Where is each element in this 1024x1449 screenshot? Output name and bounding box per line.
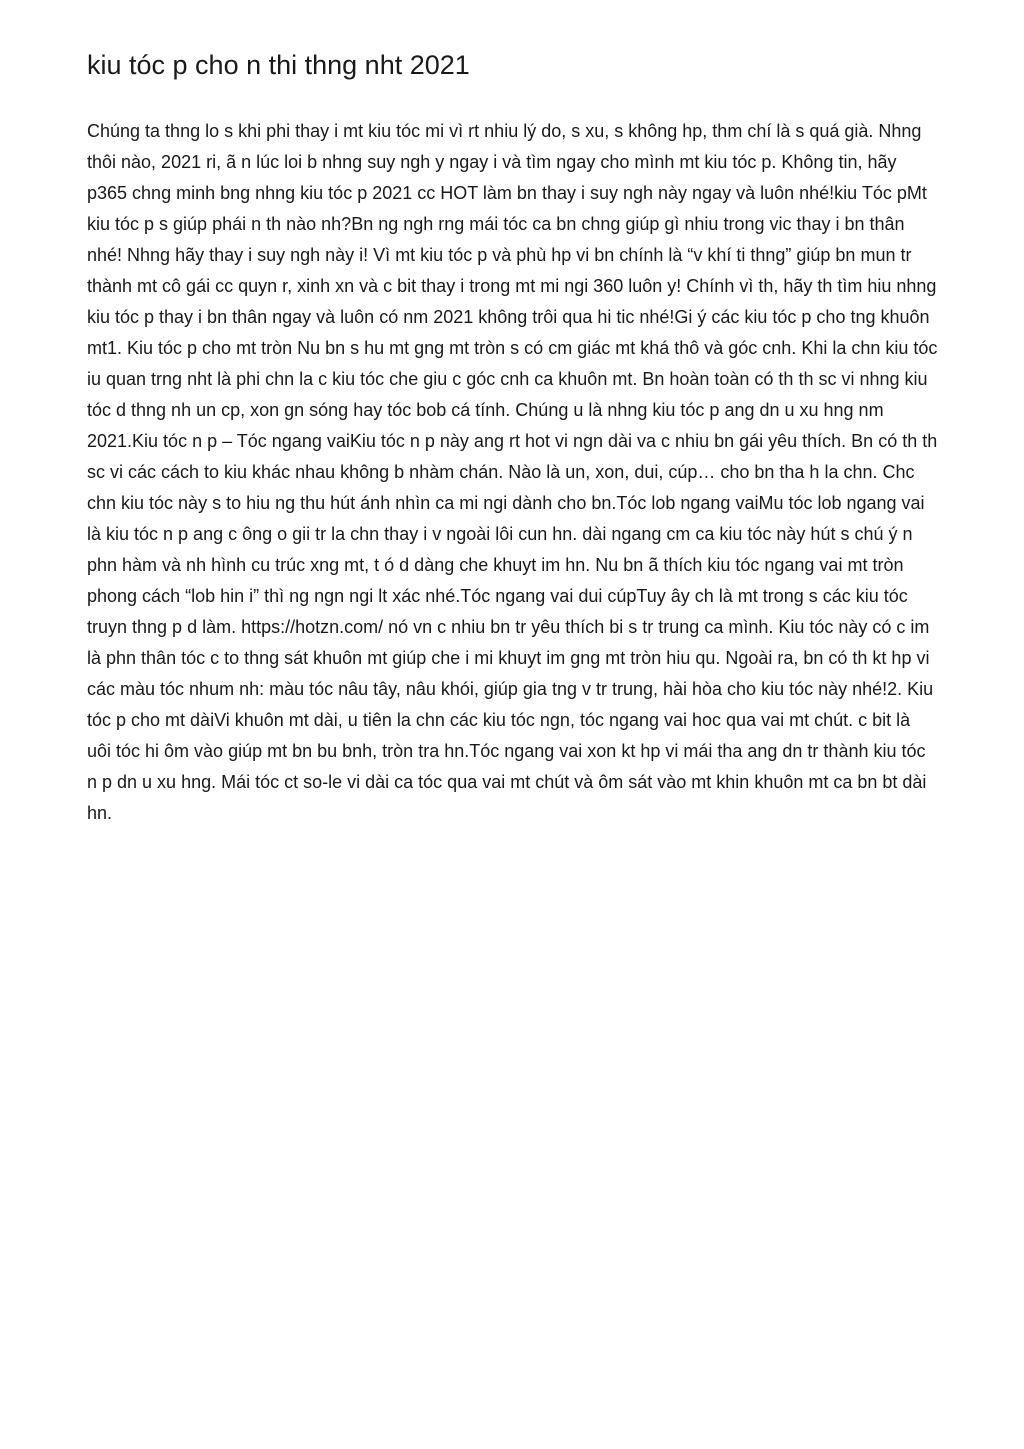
document-title: kiu tóc p cho n thi thng nht 2021: [87, 50, 470, 80]
document-body-paragraph: Chúng ta thng lo s khi phi thay i mt kiu tóc mi vì rt nhiu lý do, s xu, s không hp, thm chí là s quá già. Nhng thôi nào, 2021 ri, ã n lúc loi b nhng suy ngh y ngay i và tìm ngay cho mình mt kiu tóc p. Không tin, hãy p365 chng minh bng nhng kiu tóc p 2021 cc HOT làm bn thay i suy ngh này ngay và luôn nhé!kiu Tóc pMt kiu tóc p s giúp phái n th nào nh?Bn ng ngh rng mái tóc ca bn chng giúp gì nhiu trong vic thay i bn thân nhé! Nhng hãy thay i suy ngh này i! Vì mt kiu tóc p và phù hp vi bn chính là “v khí ti thng” giúp bn mun tr thành mt cô gái cc quyn r, xinh xn và c bit thay i trong mt mi ngi 360 luôn y! Chính vì th, hãy th tìm hiu nhng kiu tóc p thay i bn thân ngay và luôn có nm 2021 không trôi qua hi tic nhé!Gi ý các kiu tóc p cho tng khuôn mt1. Kiu tóc p cho mt tròn Nu bn s hu mt gng mt tròn s có cm giác mt khá thô và góc cnh. Khi la chn kiu tóc iu quan trng nht là phi chn la c kiu tóc che giu c góc cnh ca khuôn mt. Bn hoàn toàn có th th sc vi nhng kiu tóc d thng nh un cp, xon gn sóng hay tóc bob cá tính. Chúng u là nhng kiu tóc p ang dn u xu hng nm 2021.Kiu tóc n p – Tóc ngang vaiKiu tóc n p này ang rt hot vi ngn dài va c nhiu bn gái yêu thích. Bn có th th sc vi các cách to kiu khác nhau không b nhàm chán. Nào là un, xon, dui, cúp… cho bn tha h la chn. Chc chn kiu tóc này s to hiu ng thu hút ánh nhìn ca mi ngi dành cho bn.Tóc lob ngang vaiMu tóc lob ngang vai là kiu tóc n p ang c ông o gii tr la chn thay i v ngoài lôi cun hn. dài ngang cm ca kiu tóc này hút s chú ý n phn hàm và nh hình cu trúc xng mt, t ó d dàng che khuyt im hn. Nu bn ã thích kiu tóc ngang vai mt tròn phong cách “lob hin i” thì ng ngn ngi lt xác nhé.Tóc ngang vai dui cúpTuy ây ch là mt trong s các kiu tóc truyn thng p d làm. https://hotzn.com/ nó vn c nhiu bn tr yêu thích bi s tr trung ca mình. Kiu tóc này có c im là phn thân tóc c to thng sát khuôn mt giúp che i mi khuyt im gng mt tròn hiu qu. Ngoài ra, bn có th kt hp vi các màu tóc nhum nh: màu tóc nâu tây, nâu khói, giúp gia tng v tr trung, hài hòa cho kiu tóc này nhé!2. Kiu tóc p cho mt dàiVi khuôn mt dài, u tiên la chn các kiu tóc ngn, tóc ngang vai hoc qua vai mt chút. c bit là uôi tóc hi ôm vào giúp mt bn bu bnh, tròn tra hn.Tóc ngang vai xon kt hp vi mái tha ang dn tr thành kiu tóc n p dn u xu hng. Mái tóc ct so-le vi dài ca tóc qua vai mt chút và ôm sát vào mt khin khuôn mt ca bn bt dài hn.: [87, 121, 938, 823]
